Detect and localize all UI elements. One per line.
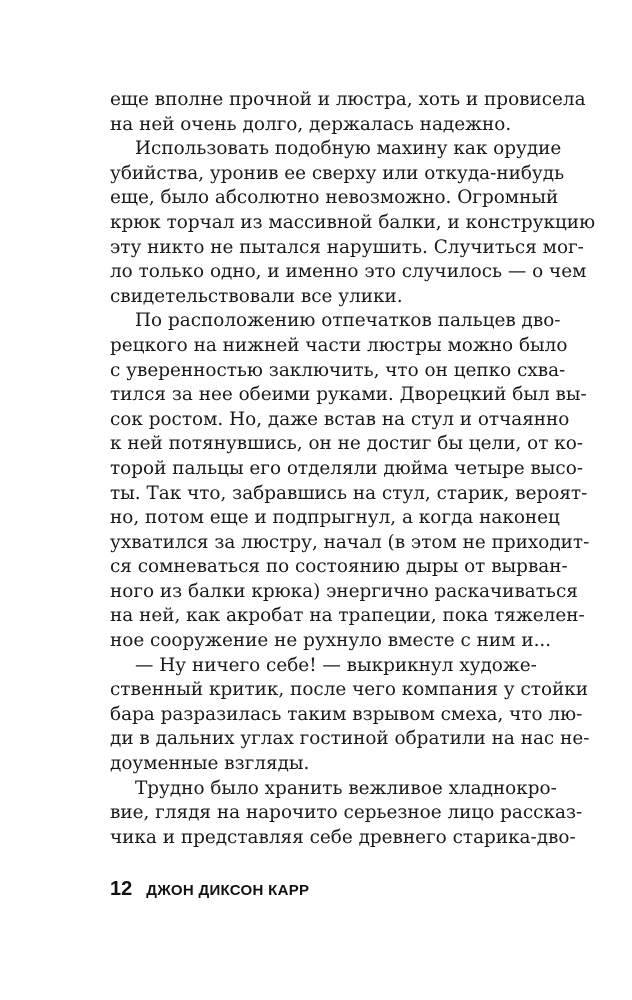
text-line: ты. Так что, забравшись на стул, старик, вероят- xyxy=(110,482,588,504)
text-line: крюк торчал из массивной балки, и конструкцию xyxy=(110,211,596,233)
page-number: 12 xyxy=(110,878,133,900)
text-line: убийства, уронив ее сверху или откуда-нибудь xyxy=(110,162,565,184)
text-line: По расположению отпечатков пальцев дво- xyxy=(135,310,561,332)
text-line: тился за нее обеими руками. Дворецкий был вы- xyxy=(110,384,587,406)
page-footer xyxy=(110,878,309,901)
text-line: ся сомневаться по состоянию дыры от вырван- xyxy=(110,556,568,578)
text-line: ственный критик, после чего компания у стойки xyxy=(110,679,589,701)
text-line: ди в дальних углах гостиной обратили на нас не- xyxy=(110,728,590,750)
text-line: еще вполне прочной и люстра, хоть и провисела xyxy=(110,89,586,110)
text-line: свидетельствовали все улики. xyxy=(110,285,403,307)
text-line: на ней, как акробат на трапеции, пока тяжелен- xyxy=(110,605,585,627)
text-line: Трудно было хранить вежливое хладнокро- xyxy=(135,777,557,799)
running-head-author: ДЖОН ДИКСОН КАРР xyxy=(146,882,310,899)
text-line: эту никто не пытался нарушить. Случиться мог- xyxy=(110,236,584,258)
text-line: ухватился за люстру, начал (в этом не приходит- xyxy=(110,531,590,553)
text-line: — Ну ничего себе! — выкрикнул художе- xyxy=(135,654,537,676)
text-line: с уверенностью заключить, что он цепко схва- xyxy=(110,359,566,381)
text-line: ло только одно, и именно это случилось — о чем xyxy=(110,261,587,283)
text-line: вие, глядя на нарочито серьезное лицо рассказ- xyxy=(110,802,583,824)
text-line: к ней потянувшись, он не достиг бы цели, от ко- xyxy=(110,433,584,455)
text-line: ное сооружение не рухнуло вместе с ним и... xyxy=(110,630,552,652)
text-line: чика и представляя себе древнего старика-дво- xyxy=(110,826,576,848)
text-line: но, потом еще и подпрыгнул, а когда наконец xyxy=(110,507,560,529)
text-line: бара разразилась таким взрывом смеха, что лю- xyxy=(110,703,583,725)
text-line: Использовать подобную махину как орудие xyxy=(135,138,562,160)
text-line: торой пальцы его отделяли дюйма четыре высо- xyxy=(110,457,584,479)
text-line: рецкого на нижней части люстры можно было xyxy=(110,334,568,356)
text-line: на ней очень долго, держалась надежно. xyxy=(110,113,512,135)
text-line: ного из балки крюка) энергично раскачиваться xyxy=(110,580,578,602)
body-text xyxy=(110,88,596,850)
text-line: еще, было абсолютно невозможно. Огромный xyxy=(110,187,559,209)
text-line: доуменные взгляды. xyxy=(110,753,310,775)
text-line: сок ростом. Но, даже встав на стул и отчаянно xyxy=(110,408,570,430)
